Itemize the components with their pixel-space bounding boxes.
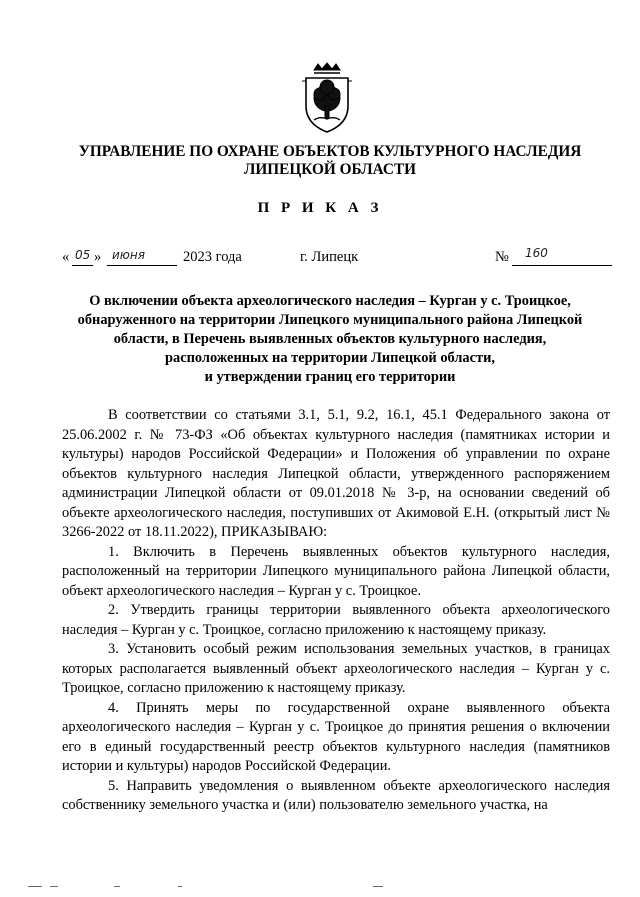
org-line-2: ЛИПЕЦКОЙ ОБЛАСТИ [243,161,417,178]
coat-of-arms-icon [300,62,354,134]
order-item-3: 3. Установить особый режим использования земельных участков, в границах которых располагается выявленный объект археологического наследия – Курган у с. Троицкое, согласно приложению к настоящему приказу. [62,641,610,696]
title-line-5: и утверждении границ его территории [204,369,456,385]
preamble-paragraph: В соответствии со статьями 3.1, 5.1, 9.2, 16.1, 45.1 Федерального закона от 25.06.2002 г. № 73-ФЗ «Об объектах культурного наследия (памятниках истории и культуры) народов Российской Федерации» и Положения об управлении по охране объектов культурного наследия Липецкой области, утвержденного распоряжением администрации Липецкой области от 09.01.2018 № 3-р, на основании сведений об объекте археологического наследия, поступивших от Акимовой Е.Н. (открытый лист № 3266-2022 от 18.11.2022), ПРИКАЗЫВАЮ: [62,407,610,540]
title-line-2: обнаруженного на территории Липецкого муниципального района Липецкой [77,312,583,328]
document-body [62,406,610,816]
handwritten-day: 05 [75,248,91,262]
org-line-1: УПРАВЛЕНИЕ ПО ОХРАНЕ ОБЪЕКТОВ КУЛЬТУРНОГО НАСЛЕДИЯ [78,143,582,160]
order-item-1: 1. Включить в Перечень выявленных объектов культурного наследия, расположенный на территории Липецкого муниципального района Липецкой области, объект археологического наследия – Курган у с. Троицкое. [62,543,610,599]
year: 2023 года [183,249,242,265]
title-line-1: О включении объекта археологического наследия – Курган у с. Троицкое, [89,293,571,309]
number-underline [512,265,612,266]
month-underline [107,265,177,266]
number-label: № [495,249,509,265]
order-item-4: 4. Принять меры по государственной охране выявленного объекта археологического наследия – Курган у с. Троицкое до принятия решения о включении его в единый государственный реестр объектов культурного наследия (памятников истории и культуры) народов Российской Федерации. [62,699,610,774]
open-quote: « [62,249,70,265]
date-line [0,246,640,271]
organization-name [60,143,600,179]
document-type: П Р И К А З [257,200,383,216]
close-quote: » [94,249,102,265]
handwritten-number: 160 [525,246,548,260]
order-item-2: 2. Утвердить границы территории выявленного объекта археологического наследия – Курган у с. Троицкое, согласно приложению к настоящему приказу. [62,602,610,638]
title-line-4: расположенных на территории Липецкой области, [165,350,495,366]
document-title [60,292,600,387]
day-underline [72,265,93,266]
scan-artifacts [28,884,588,890]
handwritten-month: июня [112,248,145,262]
title-line-3: области, в Перечень выявленных объектов культурного наследия, [113,331,547,347]
city: г. Липецк [300,249,359,265]
order-item-5: 5. Направить уведомления о выявленном объекте археологического наследия собственнику земельного участка и (или) пользователю земельного участка, на [62,777,610,813]
